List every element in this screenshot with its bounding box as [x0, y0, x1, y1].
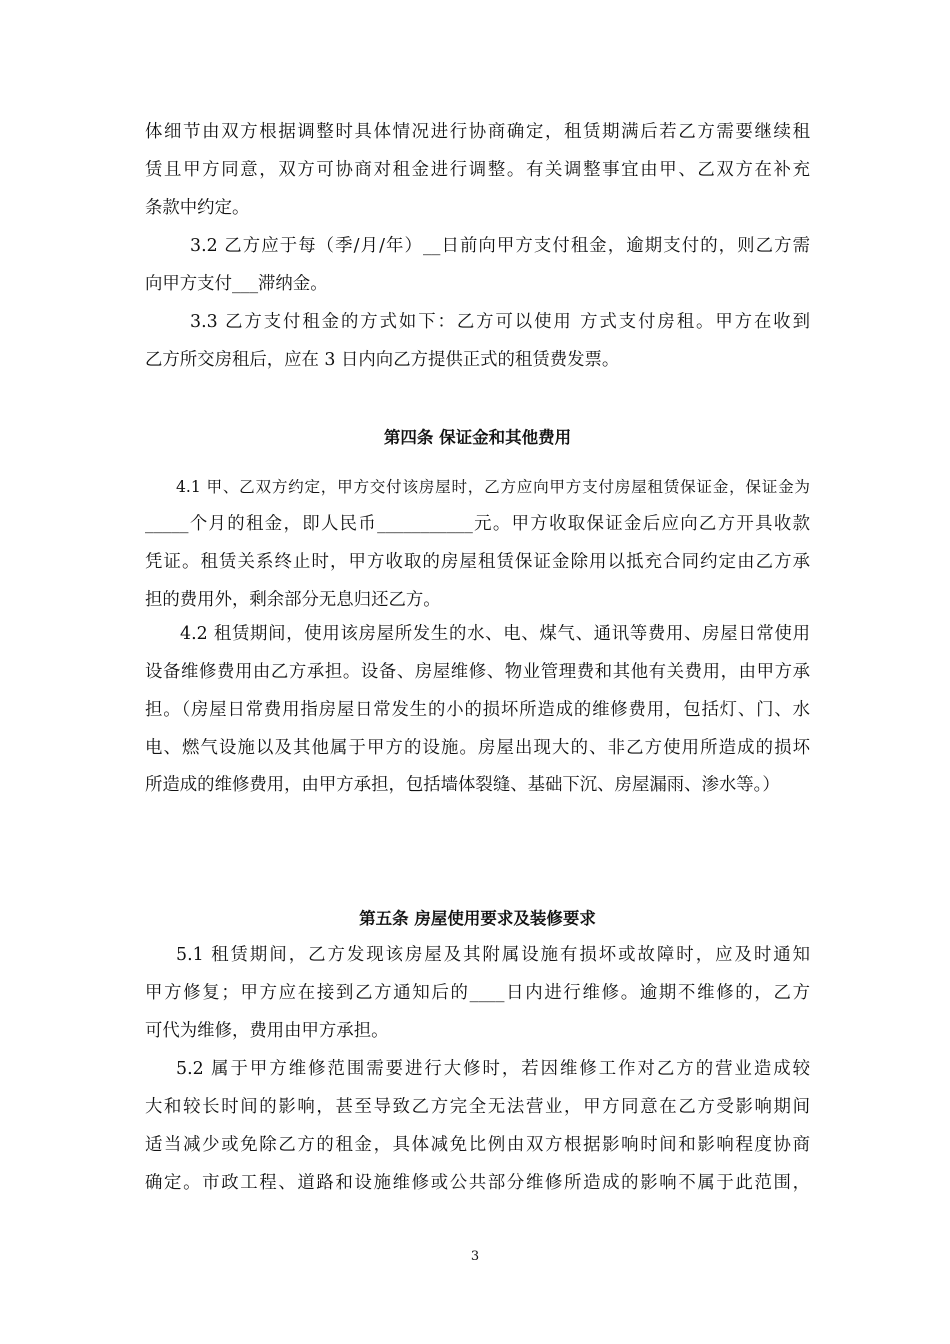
clause-4-1-line: 4.1 甲、乙双方约定，甲方交付该房屋时，乙方应向甲方支付房屋租赁保证金，保证金为: [176, 478, 810, 496]
paragraph-line: 凭证。租赁关系终止时，甲方收取的房屋租赁保证金除用以抵充合同约定由乙方承: [145, 552, 810, 572]
section-heading-4: 第四条 保证金和其他费用: [383, 428, 572, 447]
page-number: 3: [470, 1249, 480, 1264]
paragraph-line: 担的费用外，剩余部分无息归还乙方。: [145, 590, 441, 610]
paragraph-line: 甲方修复；甲方应在接到乙方通知后的____日内进行维修。逾期不维修的，乙方: [145, 983, 810, 1003]
paragraph-line: 所造成的维修费用，由甲方承担，包括墙体裂缝、基础下沉、房屋漏雨、渗水等。）: [145, 775, 780, 795]
paragraph-line: 条款中约定。: [145, 198, 250, 218]
paragraph-line: 大和较长时间的影响，甚至导致乙方完全无法营业，甲方同意在乙方受影响期间: [145, 1097, 810, 1117]
clause-4-2-line: 4.2 租赁期间，使用该房屋所发生的水、电、煤气、通讯等费用、房屋日常使用: [180, 624, 810, 644]
clause-5-1-line: 5.1 租赁期间，乙方发现该房屋及其附属设施有损坏或故障时，应及时通知: [176, 945, 810, 965]
clause-3-3-line: 3.3 乙方支付租金的方式如下：乙方可以使用 方式支付房租。甲方在收到: [190, 312, 810, 332]
paragraph-line: 适当减少或免除乙方的租金，具体减免比例由双方根据影响时间和影响程度协商: [145, 1135, 810, 1155]
paragraph-line: 担。（房屋日常费用指房屋日常发生的小的损坏所造成的维修费用，包括灯、门、水: [145, 700, 810, 720]
paragraph-line: 乙方所交房租后，应在 3 日内向乙方提供正式的租赁费发票。: [145, 350, 620, 370]
paragraph-line: _____个月的租金，即人民币___________元。甲方收取保证金后应向乙方开具收款: [145, 514, 810, 534]
clause-5-2-line: 5.2 属于甲方维修范围需要进行大修时，若因维修工作对乙方的营业造成较: [176, 1059, 810, 1079]
clause-3-2-line: 3.2 乙方应于每（季/月/年）__日前向甲方支付租金，逾期支付的，则乙方需: [190, 236, 810, 256]
paragraph-line: 赁且甲方同意，双方可协商对租金进行调整。有关调整事宜由甲、乙双方在补充: [145, 160, 810, 180]
paragraph-line: 设备维修费用由乙方承担。设备、房屋维修、物业管理费和其他有关费用，由甲方承: [145, 662, 810, 682]
paragraph-line: 体细节由双方根据调整时具体情况进行协商确定，租赁期满后若乙方需要继续租: [145, 122, 810, 142]
section-heading-5: 第五条 房屋使用要求及装修要求: [359, 909, 596, 928]
paragraph-line: 电、燃气设施以及其他属于甲方的设施。房屋出现大的、非乙方使用所造成的损坏: [145, 738, 810, 758]
paragraph-line: 向甲方支付___滞纳金。: [145, 274, 328, 294]
paragraph-line: 可代为维修，费用由甲方承担。: [145, 1021, 389, 1041]
paragraph-line: 确定。市政工程、道路和设施维修或公共部分维修所造成的影响不属于此范围，: [145, 1173, 810, 1193]
